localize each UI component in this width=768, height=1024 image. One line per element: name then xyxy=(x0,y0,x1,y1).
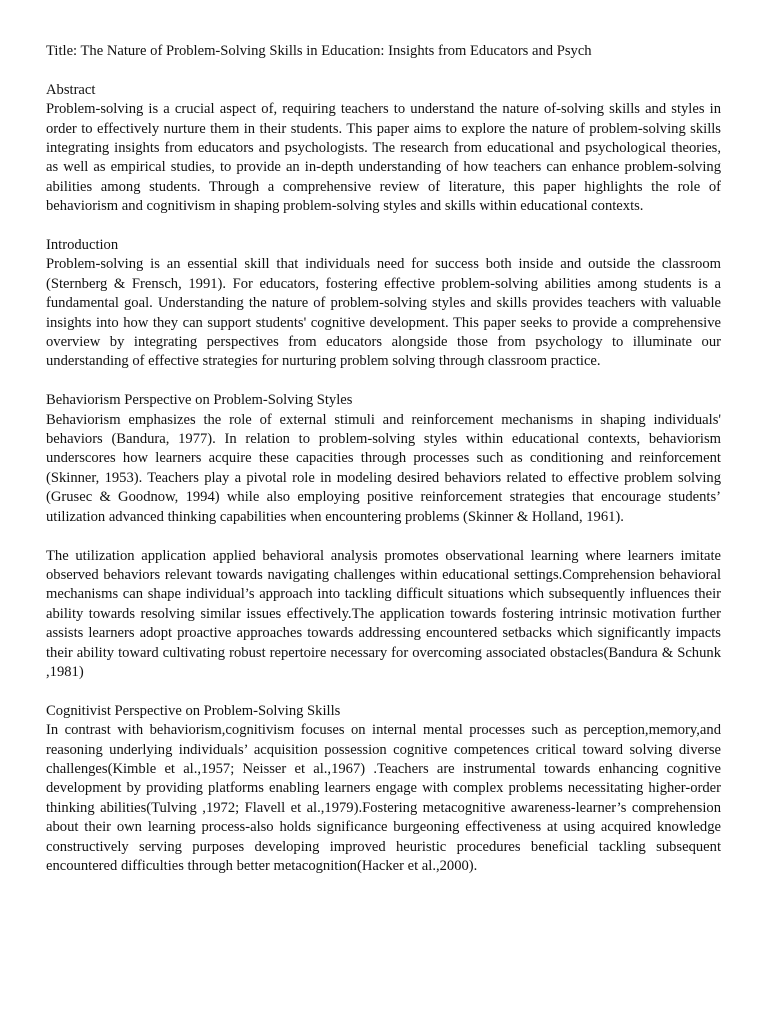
section-heading-abstract: Abstract xyxy=(46,81,96,98)
cognitivist-paragraph: In contrast with behaviorism,cognitivism focuses on internal mental processes such as perception,memory,and reasoning underlying individuals’ acquisition possession cognitive competences critical toward solving diverse challenges(Kimble et al.,1957; Neisser et al.,1967) .Teachers are instrumental towards enhancing cognitive development by providing platforms enabling learners engage with complex problems necessitating higher-order thinking abilities(Tulving ,1972; Flavell et al.,1979).Fostering metacognitive awareness-learner’s comprehension about their own learning process-also holds significance burgeoning effectiveness at using acquired knowledge constructively serving purposes developing improved heuristic procedures beneficial tackling subsequent encountered difficulties through better metacognition(Hacker et al.,2000). xyxy=(46,722,721,874)
section-cognitivist xyxy=(46,702,721,877)
section-behaviorism xyxy=(46,391,721,682)
section-heading-behaviorism: Behaviorism Perspective on Problem-Solving Styles xyxy=(46,392,353,409)
section-heading-cognitivist: Cognitivist Perspective on Problem-Solving Skills xyxy=(46,702,341,719)
document-title: Title: The Nature of Problem-Solving Skills in Education: Insights from Educators and Psych xyxy=(46,43,592,59)
document-page xyxy=(46,42,721,896)
section-abstract xyxy=(46,81,721,217)
section-heading-introduction: Introduction xyxy=(46,237,119,254)
abstract-paragraph: Problem-solving is a crucial aspect of, requiring teachers to understand the nature of-solving skills and styles in order to effectively nurture them in their students. This paper aims to explore the nature of problem-solving skills integrating insights from educators and psychologists. The research from educational and psychological theories, as well as empirical studies, to provide an in-depth understanding of how teachers can enhance problem-solving abilities among students. Through a comprehensive review of literature, this paper highlights the role of behaviorism and cognitivism in shaping problem-solving styles and skills within educational contexts. xyxy=(46,101,721,215)
section-introduction xyxy=(46,236,721,372)
behaviorism-paragraph-1: Behaviorism emphasizes the role of external stimuli and reinforcement mechanisms in shaping individuals' behaviors (Bandura, 1977). In relation to problem-solving styles within educational contexts, behaviorism underscores how learners acquire these capacities through processes such as conditioning and reinforcement (Skinner, 1953). Teachers play a pivotal role in modeling desired behaviors related to effective problem solving (Grusec & Goodnow, 1994) while also employing positive reinforcement strategies that encourage students’ utilization advanced thinking capabilities when encountering problems (Skinner & Holland, 1961). xyxy=(46,411,721,525)
behaviorism-paragraph-2: The utilization application applied behavioral analysis promotes observational learning where learners imitate observed behaviors relevant towards navigating challenges within educational settings.Comprehension behavioral mechanisms can shape individual’s approach into tackling difficult situations which subsequently influences their ability towards resolving similar issues effectively.The application towards fostering intrinsic motivation further assists learners adopt proactive approaches towards addressing encountered setbacks which significantly impacts their ability toward cultivating robust repertoire necessary for overcoming associated obstacles(Bandura & Schunk ,1981) xyxy=(46,547,721,680)
introduction-paragraph: Problem-solving is an essential skill that individuals need for success both inside and outside the classroom (Sternberg & Frensch, 1991). For educators, fostering effective problem-solving abilities among students is a fundamental goal. Understanding the nature of problem-solving styles and skills provides teachers with valuable insights into how they can support students' cognitive development. This paper seeks to provide a comprehensive overview by integrating perspectives from educators alongside those from psychology to illuminate our understanding of effective strategies for nurturing problem solving through classroom practice. xyxy=(46,256,721,370)
